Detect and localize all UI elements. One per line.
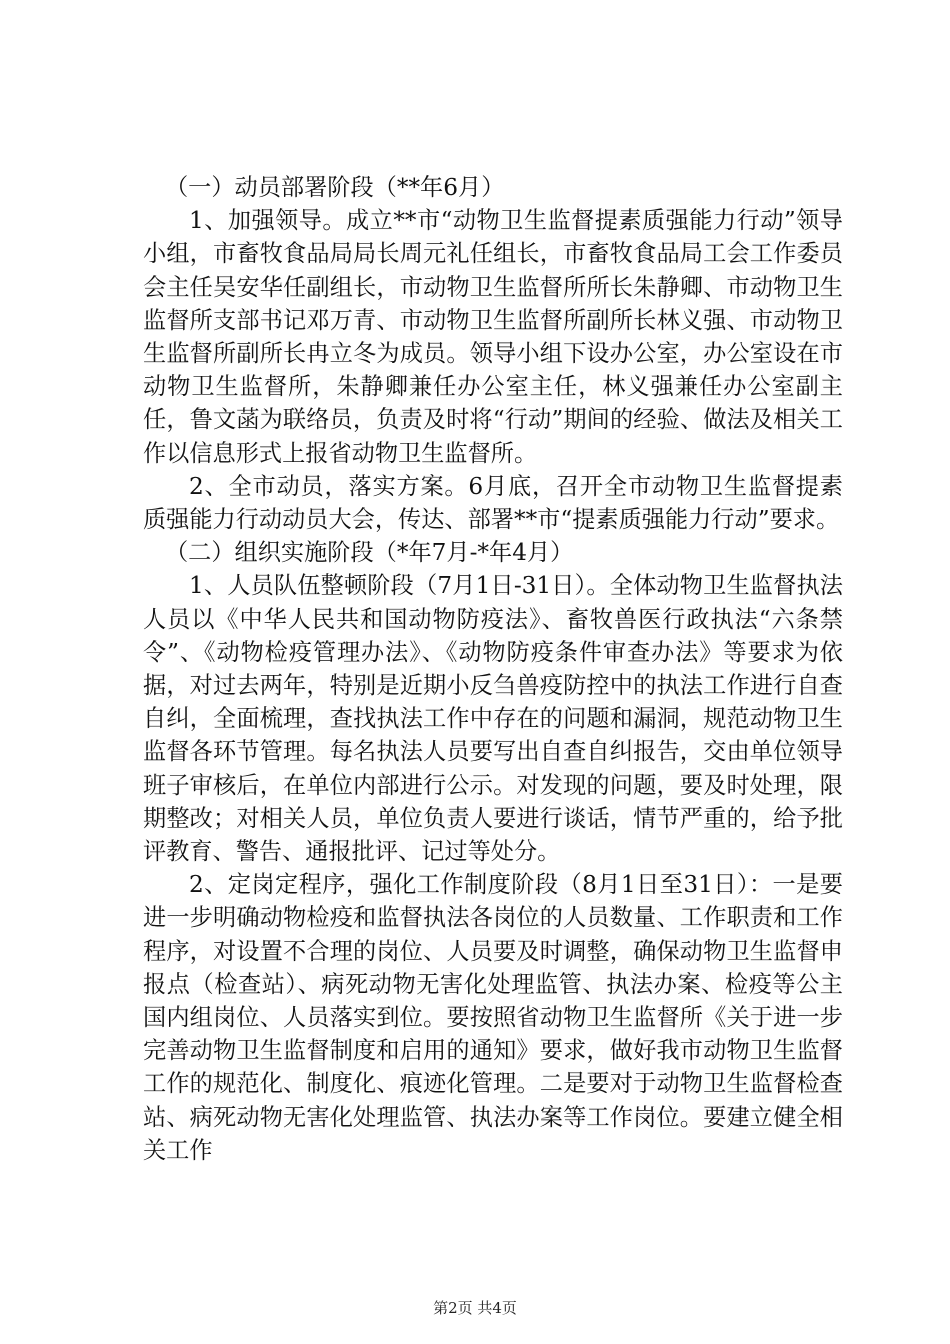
page-footer: 第2页 共4页 xyxy=(433,1299,517,1317)
section-heading-2: （二）组织实施阶段（*年7月-*年4月） xyxy=(165,539,574,567)
paragraph-3: 1、人员队伍整顿阶段（7月1日-31日）。全体动物卫生监督执法人员以《中华人民共和国动物防疫法》、畜牧兽医行政执法“六条禁令”、《动物检疫管理办法》、《动物防疫条件审查办法》等要求为依据，对过去两年，特别是近期小反刍兽疫防控中的执法工作进行自查自纠，全面梳理，查找执法工作中存在的问题和漏洞，规范动物卫生监督各环节管理。每名执法人员要写出自查自纠报告，交由单位领导班子审核后，在单位内部进行公示。对发现的问题，要及时处理，限期整改；对相关人员，单位负责人要进行谈话，情节严重的，给予批评教育、警告、通报批评、记过等处分。 xyxy=(143,572,843,866)
paragraph-1: 1、加强领导。成立**市“动物卫生监督提素质强能力行动”领导小组，市畜牧食品局局长周元礼任组长，市畜牧食品局工会工作委员会主任吴安华任副组长，市动物卫生监督所所长朱静卿、市动物卫生监督所支部书记邓万青、市动物卫生监督所副所长林义强、市动物卫生监督所副所长冉立冬为成员。领导小组下设办公室，办公室设在市动物卫生监督所，朱静卿兼任办公室主任，林义强兼任办公室副主任，鲁文菡为联络员，负责及时将“行动”期间的经验、做法及相关工作以信息形式上报省动物卫生监督所。 xyxy=(143,207,843,467)
paragraph-4: 2、定岗定程序，强化工作制度阶段（8月1日至31日）：一是要进一步明确动物检疫和监督执法各岗位的人员数量、工作职责和工作程序，对设置不合理的岗位、人员要及时调整，确保动物卫生监督申报点（检查站）、病死动物无害化处理监管、执法办案、检疫等公主国内组岗位、人员落实到位。要按照省动物卫生监督所《关于进一步完善动物卫生监督制度和启用的通知》要求，做好我市动物卫生监督工作的规范化、制度化、痕迹化管理。二是要对于动物卫生监督检查站、病死动物无害化处理监管、执法办案等工作岗位。要建立健全相关工作 xyxy=(143,871,843,1164)
section-heading-1: （一）动员部署阶段（**年6月） xyxy=(165,174,505,201)
paragraph-2: 2、全市动员，落实方案。6月底，召开全市动物卫生监督提素质强能力行动动员大会，传达、部署**市“提素质强能力行动”要求。 xyxy=(143,472,843,534)
document-body xyxy=(143,171,843,1167)
